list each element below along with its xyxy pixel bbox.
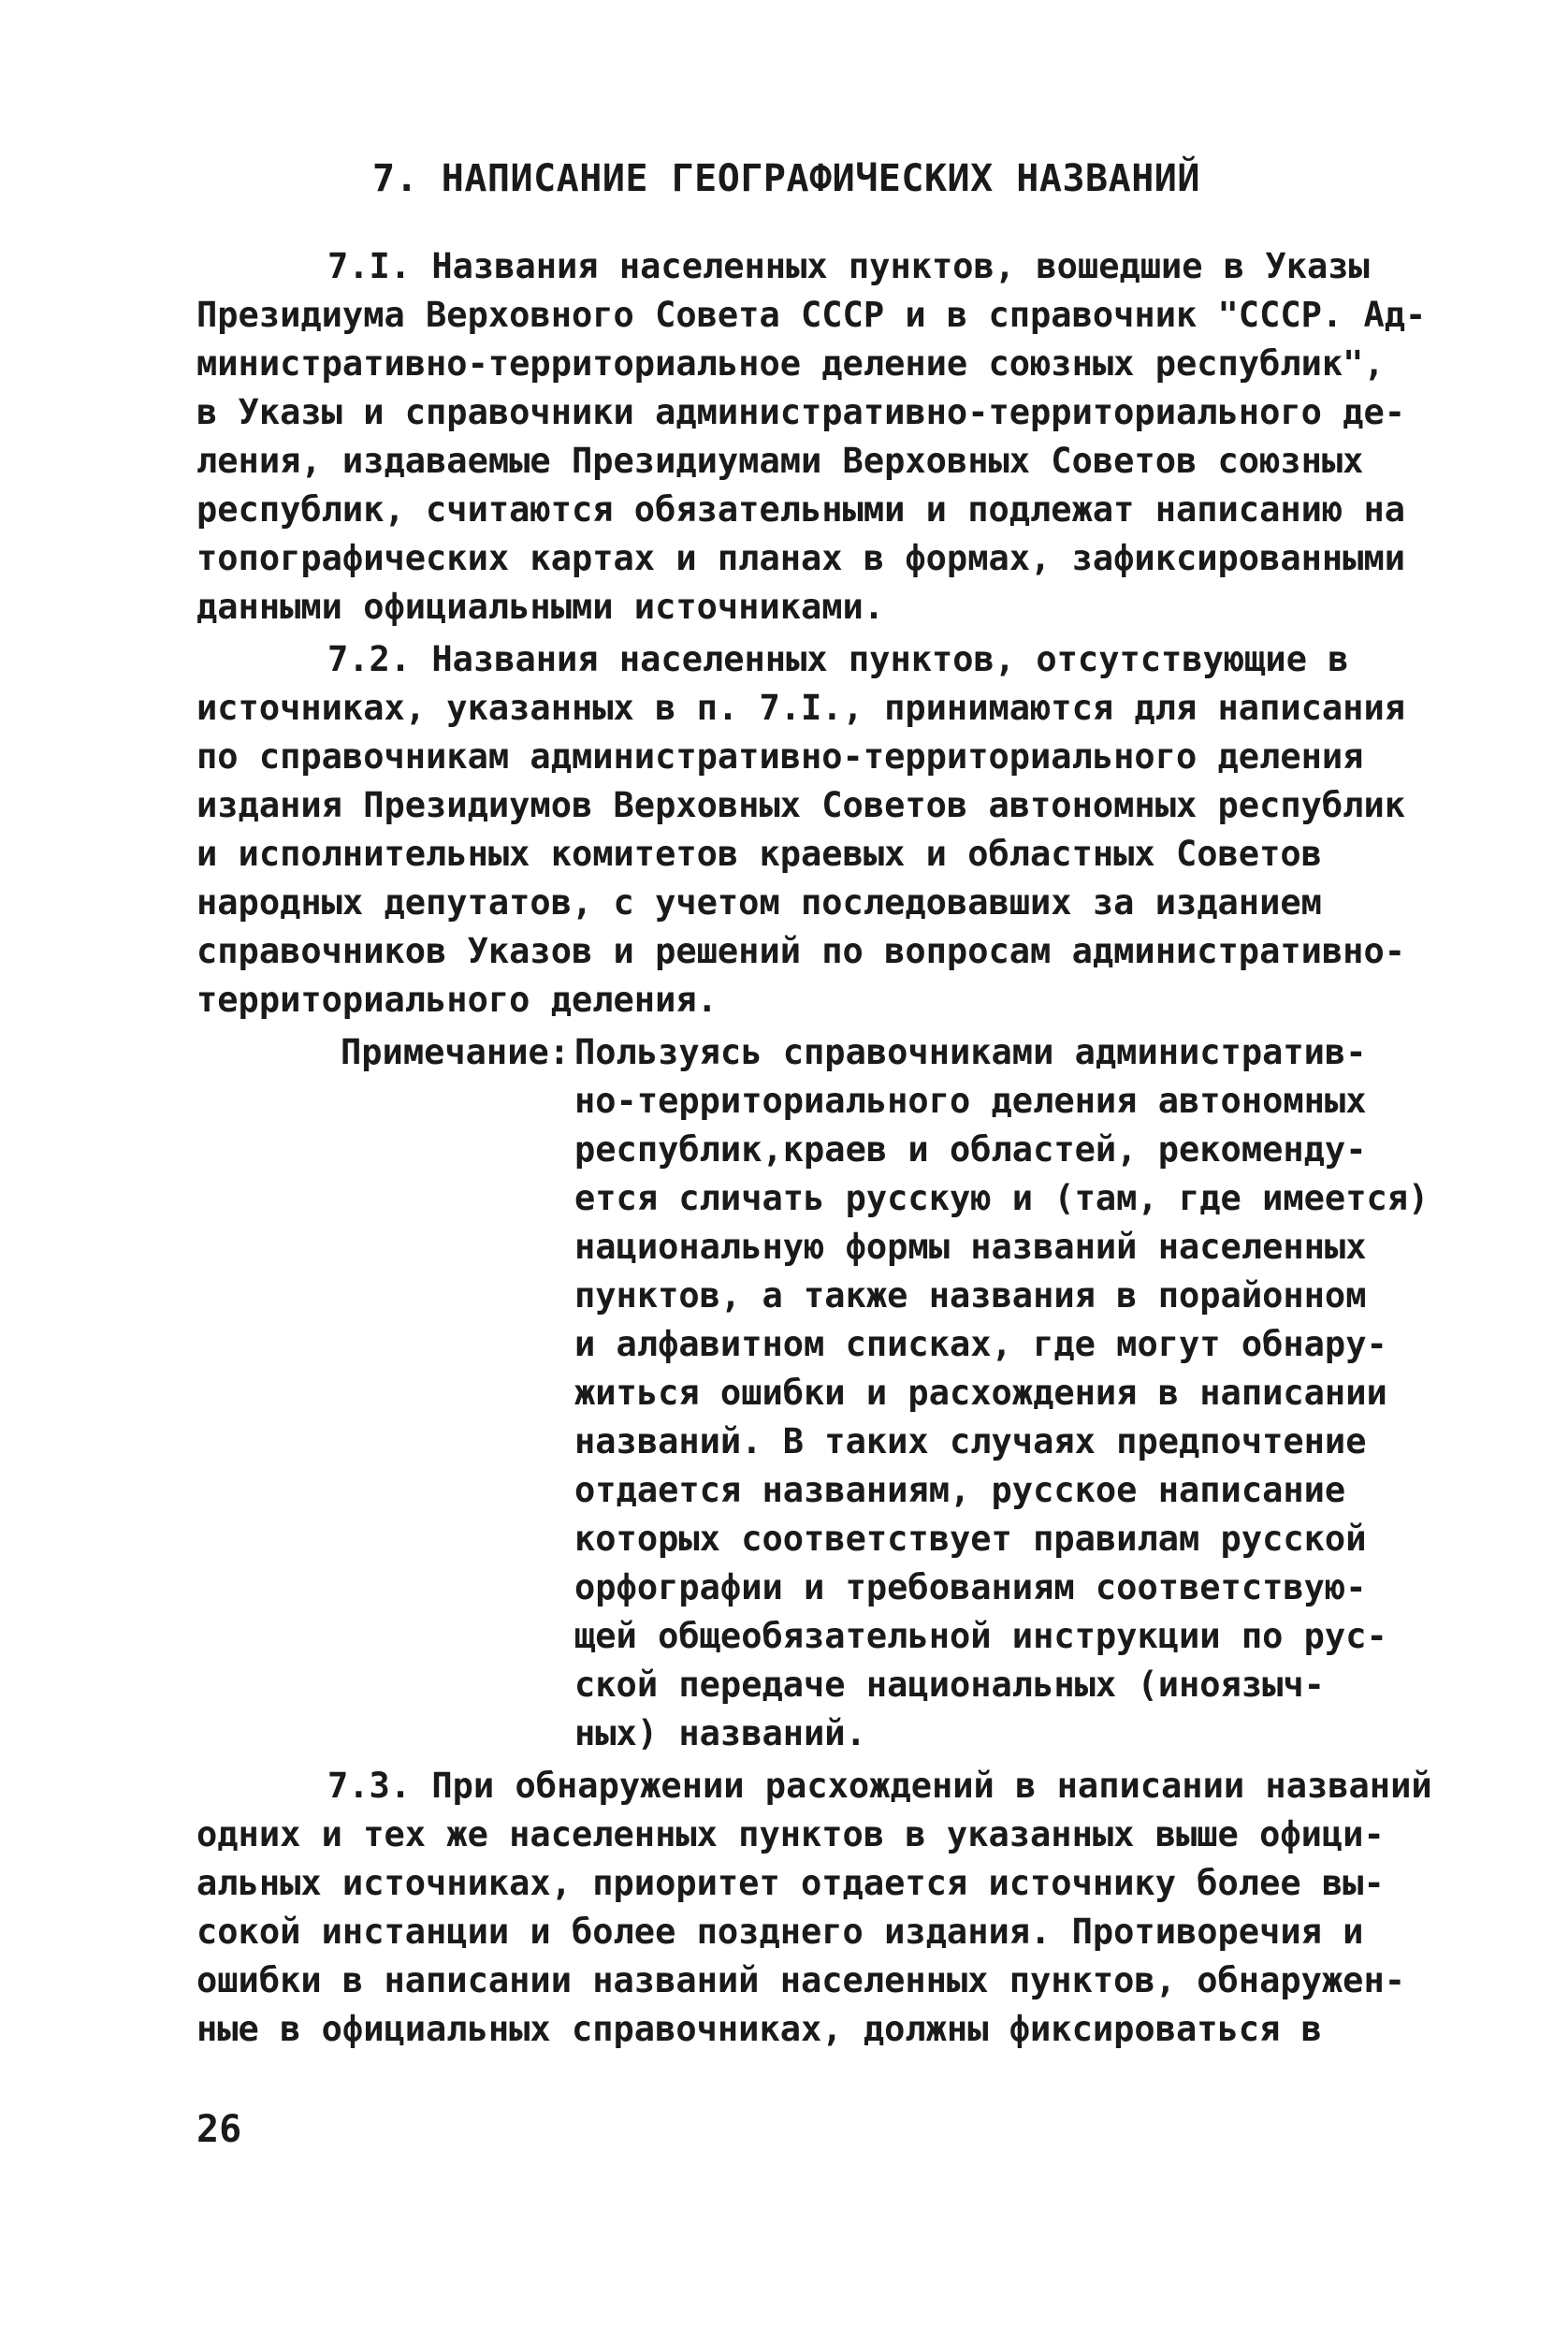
paragraph-line: республик, считаются обязательными и подлежат написанию на <box>196 489 1406 530</box>
paragraph-line: Президиума Верховного Совета СССР и в справочник "СССР. Ад- <box>196 295 1427 335</box>
note-line: которых соответствует правилам русской <box>574 1519 1367 1559</box>
note-line: отдается названиям, русское написание <box>574 1470 1346 1510</box>
paragraph-line: данными официальными источниками. <box>196 587 885 627</box>
paragraph-line: топографических картах и планах в формах, зафиксированными <box>196 538 1406 578</box>
note-line: и алфавитном списках, где могут обнару- <box>574 1324 1387 1364</box>
note-label: Примечание: <box>341 1032 571 1072</box>
note-line: щей общеобязательной инструкции по рус- <box>574 1616 1387 1656</box>
section-heading: 7. НАПИСАНИЕ ГЕОГРАФИЧЕСКИХ НАЗВАНИЙ <box>372 157 1200 200</box>
paragraph-line: источниках, указанных в п. 7.I., принимаются для написания <box>196 688 1406 728</box>
paragraph-line: министративно-территориальное деление союзных республик", <box>196 343 1385 384</box>
paragraph-line: сокой инстанции и более позднего издания. Противоречия и <box>196 1912 1364 1952</box>
note-line: названий. В таких случаях предпочтение <box>574 1421 1367 1461</box>
note-line: орфографии и требованиям соответствую- <box>574 1567 1367 1607</box>
note-line: пунктов, а также названия в порайонном <box>574 1275 1367 1316</box>
paragraph-line: в Указы и справочники административно-территориального де- <box>196 392 1406 432</box>
note-line: Пользуясь справочниками административ- <box>574 1032 1367 1072</box>
page-number: 26 <box>196 2108 242 2151</box>
paragraph-line: ления, издаваемые Президиумами Верховных Советов союзных <box>196 441 1364 481</box>
note-line: национальную формы названий населенных <box>574 1227 1367 1267</box>
paragraph-line: альных источниках, приоритет отдается источнику более вы- <box>196 1863 1385 1903</box>
paragraph-line: 7.3. При обнаружении расхождений в написании названий <box>327 1766 1432 1806</box>
note-line: республик,краев и областей, рекоменду- <box>574 1129 1367 1170</box>
note-line: ных) названий. <box>574 1713 866 1753</box>
paragraph-line: одних и тех же населенных пунктов в указанных выше офици- <box>196 1814 1385 1854</box>
paragraph-line: и исполнительных комитетов краевых и областных Советов <box>196 834 1322 874</box>
paragraph-line: издания Президиумов Верховных Советов автономных республик <box>196 785 1406 825</box>
note-line: ской передаче национальных (иноязыч- <box>574 1665 1325 1705</box>
paragraph-line: народных депутатов, с учетом последовавших за изданием <box>196 882 1322 923</box>
paragraph-line: территориального деления. <box>196 980 718 1020</box>
paragraph-line: 7.I. Названия населенных пунктов, вошедшие в Указы <box>327 246 1370 286</box>
note-line: но-территориального деления автономных <box>574 1081 1367 1121</box>
paragraph-line: справочников Указов и решений по вопросам административно- <box>196 931 1406 971</box>
paragraph-line: ошибки в написании названий населенных пунктов, обнаружен- <box>196 1960 1406 2000</box>
paragraph-line: ные в официальных справочниках, должны фиксироваться в <box>196 2009 1322 2049</box>
note-line: житься ошибки и расхождения в написании <box>574 1373 1387 1413</box>
paragraph-line: по справочникам административно-территориального деления <box>196 736 1364 777</box>
note-line: ется сличать русскую и (там, где имеется) <box>574 1178 1430 1218</box>
paragraph-line: 7.2. Названия населенных пунктов, отсутствующие в <box>327 639 1349 679</box>
